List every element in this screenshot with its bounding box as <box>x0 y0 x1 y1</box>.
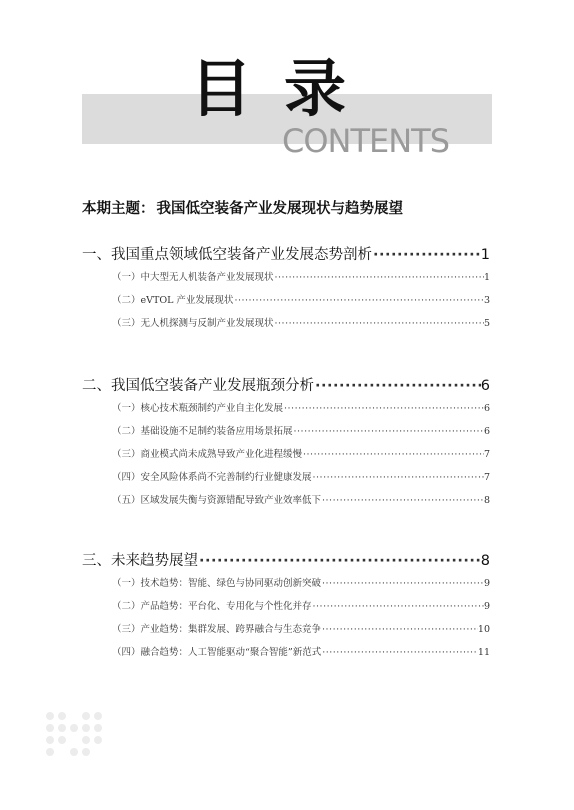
toc-page-number: 10 <box>477 624 490 635</box>
issue-theme-label: 本期主题： <box>82 201 155 217</box>
page-subtitle: CONTENTS <box>282 122 450 160</box>
toc-page-number: 9 <box>483 578 490 589</box>
toc-item-title: （三）商业模式尚未成熟导致产业化进程缓慢 <box>112 449 303 460</box>
toc-item[interactable] <box>82 292 490 315</box>
toc-leader-dots <box>372 247 481 263</box>
toc-section <box>82 243 490 338</box>
toc-leader-dots <box>302 449 484 460</box>
toc-item-title: （一）核心技术瓶颈制约产业自主化发展 <box>112 403 284 414</box>
toc-item[interactable] <box>82 269 490 292</box>
toc-item[interactable] <box>82 644 490 667</box>
toc-section-title: 三、未来趋势展望 <box>82 553 198 569</box>
toc-leader-dots <box>321 647 478 658</box>
toc-section-heading[interactable] <box>82 243 490 269</box>
table-of-contents <box>82 243 490 667</box>
toc-page-number: 11 <box>477 647 490 658</box>
toc-item[interactable] <box>82 492 490 515</box>
issue-theme-value: 我国低空装备产业发展现状与趋势展望 <box>156 200 403 217</box>
toc-item[interactable] <box>82 315 490 338</box>
toc-page-number: 1 <box>480 247 490 263</box>
toc-leader-dots <box>283 403 484 414</box>
toc-page-number: 3 <box>483 295 490 306</box>
toc-leader-dots <box>312 601 484 612</box>
toc-page-number: 6 <box>483 426 490 437</box>
toc-page-number: 9 <box>483 601 490 612</box>
toc-page-number: 5 <box>483 318 490 329</box>
toc-page-number: 8 <box>483 495 490 506</box>
toc-leader-dots <box>312 472 484 483</box>
toc-leader-dots <box>198 553 481 569</box>
toc-item[interactable] <box>82 621 490 644</box>
toc-page-number: 1 <box>483 272 490 283</box>
toc-item-title: （四）安全风险体系尚不完善制约行业健康发展 <box>112 472 312 483</box>
toc-leader-dots <box>321 495 484 506</box>
toc-leader-dots <box>293 426 484 437</box>
toc-item-title: （三）产业趋势：集群发展、跨界融合与生态竞争 <box>112 624 322 635</box>
toc-section-heading[interactable] <box>82 549 490 575</box>
toc-leader-dots <box>274 318 484 329</box>
issue-theme <box>82 197 403 218</box>
toc-item[interactable] <box>82 575 490 598</box>
toc-item[interactable] <box>82 598 490 621</box>
toc-item-title: （一）中大型无人机装备产业发展现状 <box>112 272 274 283</box>
toc-section <box>82 374 490 515</box>
toc-leader-dots <box>321 578 484 589</box>
decorative-dot-pattern <box>46 712 106 756</box>
toc-item[interactable] <box>82 423 490 446</box>
toc-item[interactable] <box>82 400 490 423</box>
toc-item-title: （三）无人机探测与反制产业发展现状 <box>112 318 274 329</box>
toc-page-number: 6 <box>480 378 490 394</box>
toc-item[interactable] <box>82 469 490 492</box>
toc-leader-dots <box>321 624 478 635</box>
toc-page-number: 8 <box>480 553 490 569</box>
toc-item-title: （二）基础设施不足制约装备应用场景拓展 <box>112 426 293 437</box>
toc-item-title: （一）技术趋势：智能、绿色与协同驱动创新突破 <box>112 578 322 589</box>
toc-leader-dots <box>314 378 481 394</box>
toc-section-heading[interactable] <box>82 374 490 400</box>
toc-leader-dots <box>233 295 484 306</box>
toc-leader-dots <box>274 272 484 283</box>
toc-item-title: （五）区域发展失衡与资源错配导致产业效率低下 <box>112 495 322 506</box>
toc-section-title: 二、我国低空装备产业发展瓶颈分析 <box>82 378 314 394</box>
toc-section-title: 一、我国重点领域低空装备产业发展态势剖析 <box>82 247 372 263</box>
toc-item-title: （二）eVTOL 产业发展现状 <box>112 295 234 306</box>
toc-section <box>82 549 490 667</box>
toc-item-title: （二）产品趋势：平台化、专用化与个性化并存 <box>112 601 312 612</box>
toc-page-number: 7 <box>483 449 490 460</box>
toc-page-number: 6 <box>483 403 490 414</box>
toc-item[interactable] <box>82 446 490 469</box>
page-title: 目录 <box>190 52 379 125</box>
toc-page-number: 7 <box>483 472 490 483</box>
toc-item-title: （四）融合趋势：人工智能驱动“聚合智能”新范式 <box>112 647 322 658</box>
